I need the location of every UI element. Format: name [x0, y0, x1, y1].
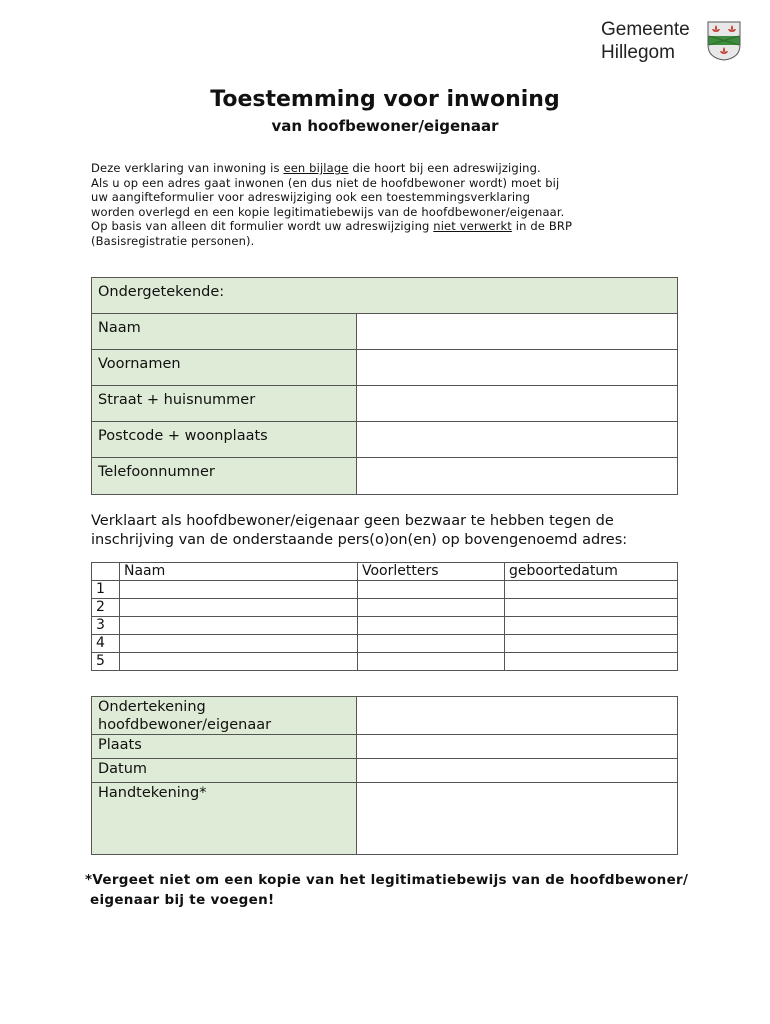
- resident-voorletters-cell[interactable]: [358, 653, 505, 671]
- attachment-emphasis: een bijlage: [283, 161, 349, 175]
- row-number: 3: [92, 617, 120, 635]
- intro-line-5: [91, 219, 691, 234]
- field-label-voornamen: Voornamen: [92, 350, 357, 386]
- place-label: Plaats: [92, 735, 357, 759]
- intro-line-5-pre: Op basis van alleen dit formulier wordt uw adreswijziging: [91, 219, 434, 234]
- resident-voorletters-cell[interactable]: [358, 581, 505, 599]
- page-title: Toestemming voor inwoning: [210, 87, 560, 112]
- table-row: [92, 653, 678, 671]
- resident-voorletters-cell[interactable]: [358, 617, 505, 635]
- resident-naam-cell[interactable]: [120, 653, 358, 671]
- column-header-voorletters: Voorletters: [358, 563, 505, 581]
- resident-geboortedatum-cell[interactable]: [505, 599, 678, 617]
- column-header-geboortedatum: geboortedatum: [505, 563, 678, 581]
- signer-input[interactable]: [357, 697, 678, 735]
- footnote: [85, 870, 688, 910]
- intro-line-1-post: die hoort bij een adreswijziging.: [348, 161, 541, 175]
- field-input-straat[interactable]: [357, 386, 678, 422]
- intro-paragraph: [91, 161, 691, 249]
- date-label: Datum: [92, 759, 357, 783]
- field-input-postcode[interactable]: [357, 422, 678, 458]
- resident-naam-cell[interactable]: [120, 635, 358, 653]
- resident-voorletters-cell[interactable]: [358, 599, 505, 617]
- resident-geboortedatum-cell[interactable]: [505, 653, 678, 671]
- place-input[interactable]: [357, 735, 678, 759]
- resident-naam-cell[interactable]: [120, 581, 358, 599]
- resident-geboortedatum-cell[interactable]: [505, 581, 678, 599]
- resident-naam-cell[interactable]: [120, 617, 358, 635]
- field-label-naam: Naam: [92, 314, 357, 350]
- table-row: [92, 581, 678, 599]
- column-header-number: [92, 563, 120, 581]
- date-input[interactable]: [357, 759, 678, 783]
- intro-line-1-pre: Deze verklaring van inwoning is: [91, 161, 284, 175]
- not-processed-emphasis: niet verwerkt: [433, 219, 512, 234]
- coat-of-arms-icon: [707, 21, 741, 61]
- signature-table: [91, 696, 678, 855]
- signer-label-line1: Ondertekening: [98, 699, 206, 715]
- intro-line-1: [91, 161, 691, 176]
- intro-line-2: Als u op een adres gaat inwonen (en dus niet de hoofdbewoner wordt) moet bij: [91, 175, 560, 190]
- signature-input[interactable]: [357, 783, 678, 855]
- declaration-text: [91, 512, 627, 550]
- residents-header-row: [92, 563, 678, 581]
- intro-line-6: (Basisregistratie personen).: [91, 233, 255, 248]
- resident-geboortedatum-cell[interactable]: [505, 635, 678, 653]
- field-input-voornamen[interactable]: [357, 350, 678, 386]
- municipality-name-line1: Gemeente: [601, 19, 690, 40]
- field-input-naam[interactable]: [357, 314, 678, 350]
- signer-label-line2: hoofdbewoner/eigenaar: [98, 717, 272, 733]
- signer-header: Ondergetekende:: [92, 278, 678, 314]
- column-header-naam: Naam: [120, 563, 358, 581]
- row-number: 4: [92, 635, 120, 653]
- residents-table: [91, 562, 678, 671]
- field-label-straat: Straat + huisnummer: [92, 386, 357, 422]
- resident-naam-cell[interactable]: [120, 599, 358, 617]
- intro-line-4: worden overlegd en een kopie legitimatiebewijs van de hoofdbewoner/eigenaar.: [91, 204, 565, 219]
- field-label-telefoon: Telefoonnumner: [92, 458, 357, 495]
- footnote-line-2: eigenaar bij te voegen!: [85, 892, 275, 908]
- signature-label: Handtekening*: [92, 783, 357, 855]
- row-number: 1: [92, 581, 120, 599]
- resident-voorletters-cell[interactable]: [358, 635, 505, 653]
- declaration-line-1: Verklaart als hoofdbewoner/eigenaar geen bezwaar te hebben tegen de: [91, 513, 614, 529]
- signer-label: [92, 697, 357, 735]
- declaration-line-2: inschrijving van de onderstaande pers(o)on(en) op bovengenoemd adres:: [91, 532, 628, 548]
- row-number: 2: [92, 599, 120, 617]
- municipality-name-line2: Hillegom: [601, 42, 675, 63]
- intro-line-5-post: in de BRP: [511, 219, 573, 234]
- footnote-line-1: *Vergeet niet om een kopie van het legitimatiebewijs van de hoofdbewoner/: [85, 872, 689, 888]
- resident-geboortedatum-cell[interactable]: [505, 617, 678, 635]
- field-input-telefoon[interactable]: [357, 458, 678, 495]
- field-label-postcode: Postcode + woonplaats: [92, 422, 357, 458]
- page-subtitle: van hoofbewoner/eigenaar: [271, 117, 499, 135]
- row-number: 5: [92, 653, 120, 671]
- municipality-name: [601, 18, 690, 64]
- signer-details-table: [91, 277, 678, 495]
- table-row: [92, 617, 678, 635]
- table-row: [92, 635, 678, 653]
- intro-line-3: uw aangifteformulier voor adreswijziging ook een toestemmingsverklaring: [91, 190, 531, 205]
- table-row: [92, 599, 678, 617]
